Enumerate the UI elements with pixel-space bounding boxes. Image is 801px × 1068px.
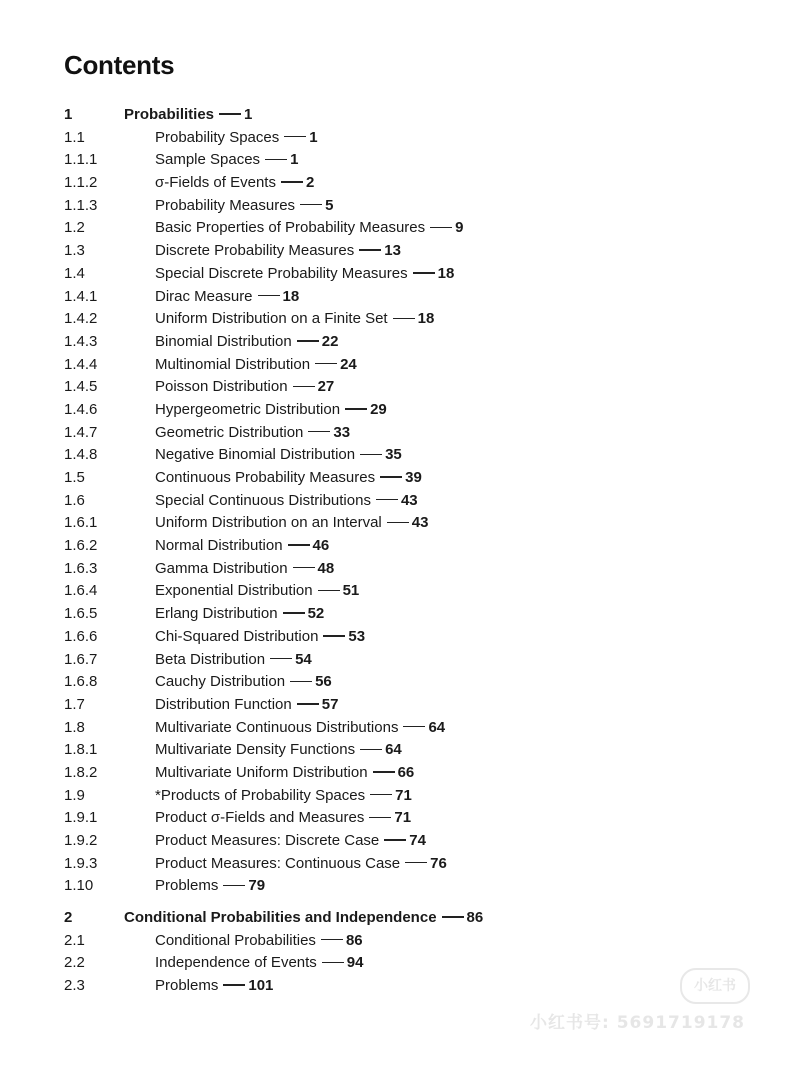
entry-title: Basic Properties of Probability Measures: [155, 219, 426, 237]
entry-number: 2.1: [64, 931, 85, 949]
watermark-id: 小红书号: 5691719178: [530, 1013, 746, 1033]
entry-title-group: [155, 649, 312, 672]
section-entry[interactable]: [64, 694, 754, 717]
entry-number: 1.10: [64, 877, 94, 895]
entry-page-number: 79: [248, 877, 266, 895]
entry-title: Multivariate Continuous Distributions: [155, 718, 399, 736]
entry-title-group: [155, 490, 418, 513]
leader-dash: [219, 113, 241, 114]
entry-number: 1.4.4: [64, 355, 98, 373]
entry-number: 1.6.3: [64, 559, 98, 577]
entry-title: Problems: [155, 877, 219, 895]
entry-page-number: 22: [321, 332, 339, 350]
section-entry[interactable]: [64, 671, 754, 694]
section-entry[interactable]: [64, 331, 754, 354]
entry-title: *Products of Probability Spaces: [155, 786, 366, 804]
entry-number: 1.2: [64, 219, 85, 237]
entry-title-group: [155, 376, 334, 399]
entry-title-group: [155, 671, 332, 694]
entry-title-group: [155, 762, 414, 785]
entry-page-number: 5: [325, 196, 334, 214]
entry-title-group: [155, 399, 387, 422]
section-entry[interactable]: [64, 626, 754, 649]
entry-title-group: [155, 467, 422, 490]
leader-dash: [384, 839, 406, 840]
entry-number: 1.6.5: [64, 605, 98, 623]
entry-title: Geometric Distribution: [155, 423, 304, 441]
section-entry[interactable]: [64, 467, 754, 490]
entry-title-group: [155, 263, 454, 286]
entry-title-group: [155, 331, 338, 354]
section-entry[interactable]: [64, 149, 754, 172]
entry-title: Independence of Events: [155, 954, 317, 972]
entry-title: Product Measures: Discrete Case: [155, 832, 380, 849]
entry-number: 1.6.8: [64, 673, 98, 691]
entry-page-number: 46: [312, 537, 330, 555]
entry-page-number: 101: [248, 977, 274, 995]
leader-dash: [393, 318, 415, 319]
entry-page-number: 29: [370, 400, 387, 418]
entry-title: Multivariate Density Functions: [155, 741, 356, 759]
entry-page-number: 13: [384, 242, 401, 260]
entry-title: Hypergeometric Distribution: [155, 400, 341, 418]
section-entry[interactable]: [64, 952, 754, 975]
chapter-entry[interactable]: [64, 907, 754, 930]
entry-title-group: [155, 830, 426, 853]
entry-number: 2.2: [64, 954, 85, 972]
entry-title-group: [155, 626, 365, 649]
entry-number: 1.4.7: [64, 423, 98, 441]
entry-page-number: 64: [385, 741, 402, 759]
entry-title: Cauchy Distribution: [155, 673, 286, 691]
section-entry[interactable]: [64, 807, 754, 830]
entry-number: 1.6.7: [64, 650, 98, 668]
leader-dash: [308, 431, 330, 432]
section-entry[interactable]: [64, 739, 754, 762]
chapter-block: [64, 907, 754, 998]
leader-dash: [345, 408, 367, 409]
entry-page-number: 86: [345, 931, 363, 949]
entry-title: Beta Distribution: [155, 650, 266, 668]
entry-number: 1.6.2: [64, 537, 98, 555]
leader-dash: [413, 272, 435, 273]
section-entry[interactable]: [64, 558, 754, 581]
entry-page-number: 48: [317, 559, 335, 577]
section-entry[interactable]: [64, 853, 754, 876]
entry-title: Chi-Squared Distribution: [155, 627, 319, 645]
leader-dash: [369, 817, 391, 818]
entry-title: Binomial Distribution: [155, 332, 292, 350]
entry-title-group: [155, 558, 334, 581]
chapter-entry[interactable]: [64, 104, 754, 127]
entry-title: Special Discrete Probability Measures: [155, 264, 408, 282]
entry-title-group: [155, 853, 447, 876]
section-entry[interactable]: [64, 422, 754, 445]
section-entry[interactable]: [64, 762, 754, 785]
entry-title: Multivariate Uniform Distribution: [155, 763, 368, 781]
entry-title-group: [155, 286, 299, 309]
leader-dash: [321, 939, 343, 940]
leader-dash: [360, 454, 382, 455]
entry-page-number: 76: [430, 854, 447, 872]
section-entry[interactable]: [64, 240, 754, 263]
entry-title: Discrete Probability Measures: [155, 242, 355, 260]
entry-title-group: [155, 512, 428, 535]
entry-number: 1.9.3: [64, 854, 98, 872]
entry-page-number: 33: [333, 423, 351, 441]
leader-dash: [430, 227, 452, 228]
leader-dash: [405, 862, 427, 863]
entry-number: 1: [64, 106, 73, 123]
leader-dash: [297, 340, 319, 341]
entry-number: 1.6.4: [64, 582, 98, 600]
leader-dash: [387, 522, 409, 523]
entry-title-group: [155, 603, 324, 626]
page-title: Contents: [64, 50, 175, 80]
section-entry[interactable]: [64, 717, 754, 740]
entry-number: 1.4.1: [64, 287, 98, 305]
entry-page-number: 71: [394, 809, 412, 827]
entry-title: σ-Fields of Events: [155, 174, 276, 192]
entry-title-group: [155, 149, 298, 172]
leader-dash: [288, 544, 310, 545]
entry-number: 1.4.5: [64, 378, 98, 396]
section-entry[interactable]: [64, 127, 754, 150]
entry-number: 1.1.3: [64, 196, 98, 214]
entry-page-number: 18: [417, 310, 435, 328]
entry-title-group: [155, 535, 329, 558]
leader-dash: [300, 204, 322, 205]
entry-page-number: 54: [295, 650, 312, 668]
entry-title-group: [155, 422, 350, 445]
entry-title: Probabilities: [124, 106, 215, 123]
entry-page-number: 51: [342, 582, 360, 600]
entry-title: Special Continuous Distributions: [155, 491, 371, 509]
entry-title: Continuous Probability Measures: [155, 469, 376, 486]
entry-title-group: [155, 240, 401, 263]
entry-number: 1.9.1: [64, 809, 98, 827]
entry-number: 1.7: [64, 695, 85, 713]
entry-number: 1.4.3: [64, 332, 98, 350]
entry-page-number: 18: [282, 287, 300, 305]
leader-dash: [281, 181, 303, 182]
leader-dash: [380, 476, 402, 477]
entry-page-number: 18: [437, 264, 455, 282]
leader-dash: [359, 249, 381, 250]
entry-number: 2: [64, 909, 73, 927]
entry-title-group: [155, 694, 338, 717]
section-entry[interactable]: [64, 172, 754, 195]
entry-title: Gamma Distribution: [155, 559, 288, 577]
leader-dash: [293, 567, 315, 568]
section-entry[interactable]: [64, 649, 754, 672]
entry-page-number: 52: [307, 605, 325, 623]
entry-page-number: 86: [466, 909, 484, 927]
entry-page-number: 43: [411, 514, 429, 532]
entry-title: Probability Measures: [155, 196, 296, 214]
entry-number: 1.4.2: [64, 310, 98, 328]
leader-dash: [322, 962, 344, 963]
section-entry[interactable]: [64, 830, 754, 853]
chapter-block: [64, 104, 754, 898]
entry-number: 1.9: [64, 786, 85, 804]
entry-page-number: 1: [309, 128, 318, 146]
entry-title: Negative Binomial Distribution: [155, 446, 356, 464]
section-entry[interactable]: [64, 263, 754, 286]
leader-dash: [360, 749, 382, 750]
section-entry[interactable]: [64, 975, 754, 998]
entry-page-number: 43: [400, 491, 418, 509]
entry-number: 1.4.6: [64, 400, 98, 418]
leader-dash: [293, 386, 315, 387]
entry-page-number: 2: [305, 174, 315, 192]
entry-title-group: [155, 952, 363, 975]
entry-title-group: [124, 907, 483, 930]
entry-title: Dirac Measure: [155, 287, 253, 305]
entry-page-number: 53: [348, 627, 366, 645]
entry-number: 1.8.2: [64, 763, 98, 781]
entry-title-group: [155, 580, 359, 603]
entry-page-number: 39: [405, 469, 422, 486]
entry-page-number: 74: [409, 832, 426, 849]
leader-dash: [270, 658, 292, 659]
leader-dash: [318, 590, 340, 591]
entry-number: 1.6: [64, 491, 85, 509]
entry-number: 1.1: [64, 128, 85, 146]
section-entry[interactable]: [64, 399, 754, 422]
leader-dash: [376, 499, 398, 500]
section-entry[interactable]: [64, 875, 754, 898]
entry-title-group: [155, 172, 314, 195]
entry-page-number: 66: [397, 763, 415, 781]
leader-dash: [373, 771, 395, 772]
entry-title: Erlang Distribution: [155, 605, 278, 623]
section-entry[interactable]: [64, 308, 754, 331]
entry-number: 1.6.6: [64, 627, 98, 645]
entry-title-group: [155, 739, 402, 762]
entry-title-group: [155, 308, 434, 331]
section-entry[interactable]: [64, 217, 754, 240]
section-entry[interactable]: [64, 512, 754, 535]
leader-dash: [442, 916, 464, 917]
entry-title-group: [155, 354, 357, 377]
section-entry[interactable]: [64, 580, 754, 603]
section-entry[interactable]: [64, 785, 754, 808]
entry-number: 1.1.2: [64, 174, 98, 192]
leader-dash: [223, 885, 245, 886]
entry-title: Distribution Function: [155, 695, 292, 713]
leader-dash: [323, 635, 345, 636]
entry-title: Uniform Distribution on a Finite Set: [155, 310, 388, 328]
table-of-contents: [64, 104, 754, 998]
entry-page-number: 64: [428, 718, 446, 736]
leader-dash: [315, 363, 337, 364]
entry-page-number: 71: [395, 786, 412, 804]
entry-title-group: [155, 444, 402, 467]
section-entry[interactable]: [64, 490, 754, 513]
section-entry[interactable]: [64, 603, 754, 626]
entry-title-group: [155, 127, 318, 150]
entry-title-group: [155, 195, 333, 218]
entry-title: Uniform Distribution on an Interval: [155, 514, 382, 532]
entry-title: Conditional Probabilities and Independence: [124, 909, 437, 927]
section-entry[interactable]: [64, 195, 754, 218]
entry-title-group: [155, 217, 463, 240]
entry-title-group: [124, 104, 252, 127]
entry-title: Normal Distribution: [155, 537, 283, 555]
section-entry[interactable]: [64, 535, 754, 558]
leader-dash: [370, 794, 392, 795]
entry-title: Conditional Probabilities: [155, 931, 316, 949]
leader-dash: [223, 984, 245, 985]
entry-number: 1.4: [64, 264, 85, 282]
entry-page-number: 1: [244, 106, 253, 123]
entry-title: Multinomial Distribution: [155, 355, 311, 373]
section-entry[interactable]: [64, 930, 754, 953]
entry-title-group: [155, 975, 273, 998]
entry-page-number: 94: [346, 954, 364, 972]
leader-dash: [403, 726, 425, 727]
entry-title-group: [155, 717, 445, 740]
leader-dash: [265, 159, 287, 160]
entry-number: 1.4.8: [64, 446, 98, 464]
entry-number: 2.3: [64, 977, 85, 995]
entry-number: 1.8.1: [64, 741, 98, 759]
entry-title: Problems: [155, 977, 219, 995]
entry-page-number: 24: [340, 355, 357, 373]
entry-title-group: [155, 930, 363, 953]
entry-title: Product Measures: Continuous Case: [155, 854, 401, 872]
entry-title: Probability Spaces: [155, 128, 280, 146]
entry-page-number: 56: [315, 673, 332, 691]
entry-page-number: 1: [290, 151, 299, 169]
entry-number: 1.6.1: [64, 514, 98, 532]
leader-dash: [297, 703, 319, 704]
entry-page-number: 57: [321, 695, 339, 713]
entry-title: Product σ-Fields and Measures: [155, 809, 365, 827]
entry-title: Poisson Distribution: [155, 378, 288, 396]
entry-title-group: [155, 807, 411, 830]
entry-title: Sample Spaces: [155, 151, 261, 169]
leader-dash: [290, 681, 312, 682]
entry-title-group: [155, 875, 265, 898]
leader-dash: [258, 295, 280, 296]
leader-dash: [283, 612, 305, 613]
section-entry[interactable]: [64, 444, 754, 467]
leader-dash: [284, 136, 306, 137]
entry-page-number: 27: [317, 378, 335, 396]
watermark-logo: 小红书: [680, 968, 750, 1004]
entry-page-number: 35: [385, 446, 402, 464]
entry-title-group: [155, 785, 412, 808]
entry-title: Exponential Distribution: [155, 582, 313, 600]
section-entry[interactable]: [64, 354, 754, 377]
entry-number: 1.3: [64, 242, 85, 260]
entry-page-number: 9: [455, 219, 464, 237]
entry-number: 1.9.2: [64, 832, 98, 849]
entry-number: 1.8: [64, 718, 85, 736]
entry-number: 1.1.1: [64, 151, 98, 169]
entry-number: 1.5: [64, 469, 85, 486]
section-entry[interactable]: [64, 376, 754, 399]
section-entry[interactable]: [64, 286, 754, 309]
